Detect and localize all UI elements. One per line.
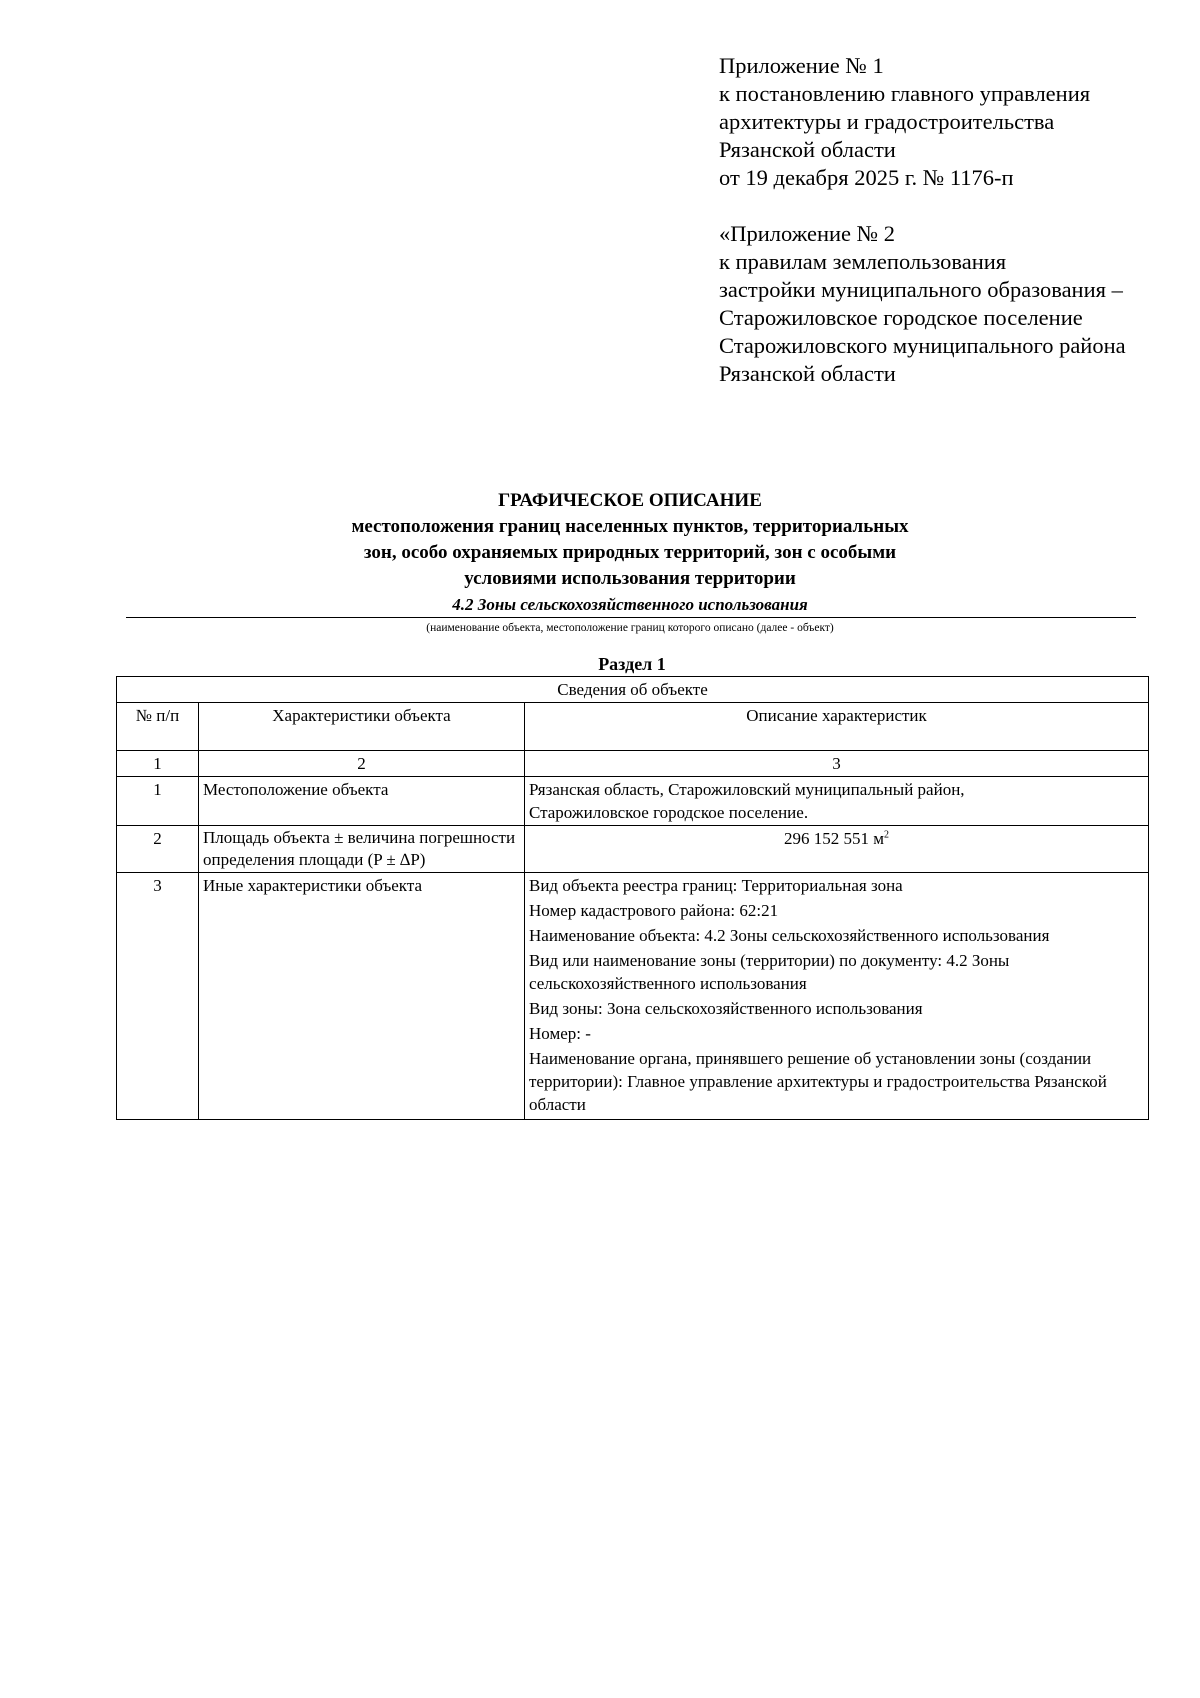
appendix-1-line: от 19 декабря 2025 г. № 1176-п bbox=[719, 165, 1014, 190]
description-line: Наименование органа, принявшего решение об установлении зоны (создании территории): Главное управление архитектуры и градостроительства Рязанской области bbox=[529, 1049, 1107, 1114]
column-index: 1 bbox=[117, 751, 199, 777]
appendix-2-line: к правилам землепользования bbox=[719, 249, 1007, 274]
appendix-2-line: застройки муниципального образования – bbox=[719, 277, 1123, 302]
appendix-2-line: Старожиловского муниципального района bbox=[719, 333, 1126, 358]
appendix-1-line: Приложение № 1 bbox=[719, 53, 884, 78]
object-name-underline bbox=[126, 617, 1136, 618]
description-line: Наименование объекта: 4.2 Зоны сельскохозяйственного использования bbox=[529, 926, 1050, 945]
appendix-2-line: «Приложение № 2 bbox=[719, 221, 895, 246]
area-unit-exponent: 2 bbox=[884, 829, 890, 841]
section-title: Раздел 1 bbox=[598, 654, 666, 674]
description-line: Рязанская область, Старожиловский муниципальный район, bbox=[529, 780, 965, 799]
object-info-table bbox=[116, 676, 1149, 1120]
appendix-1-line: Рязанской области bbox=[719, 137, 896, 162]
column-header-number: № п/п bbox=[117, 703, 199, 751]
object-caption: (наименование объекта, местоположение границ которого описано (далее - объект) bbox=[426, 622, 834, 634]
row-description bbox=[525, 777, 1149, 826]
title-line: условиями использования территории bbox=[464, 568, 796, 589]
title-line: местоположения границ населенных пунктов, территориальных bbox=[351, 516, 909, 537]
appendix-2-line: Рязанской области bbox=[719, 361, 896, 386]
row-number: 1 bbox=[117, 777, 199, 826]
description-line: Номер кадастрового района: 62:21 bbox=[529, 901, 779, 920]
table-row bbox=[117, 826, 1149, 873]
object-name: 4.2 Зоны сельскохозяйственного использования bbox=[452, 595, 808, 614]
row-characteristic: Местоположение объекта bbox=[199, 777, 525, 826]
appendix-2-header bbox=[719, 220, 1189, 388]
document-title bbox=[126, 488, 1134, 592]
row-number: 3 bbox=[117, 873, 199, 1120]
column-header-characteristic: Характеристики объекта bbox=[199, 703, 525, 751]
description-line: Номер: - bbox=[529, 1024, 591, 1043]
description-line: Старожиловское городское поселение. bbox=[529, 803, 809, 822]
row-characteristic: Иные характеристики объекта bbox=[199, 873, 525, 1120]
table-header-row bbox=[117, 703, 1149, 751]
row-number: 2 bbox=[117, 826, 199, 873]
row-characteristic: Площадь объекта ± величина погрешности определения площади (P ± ∆P) bbox=[199, 826, 525, 873]
description-line: Вид зоны: Зона сельскохозяйственного использования bbox=[529, 999, 923, 1018]
column-header-description: Описание характеристик bbox=[525, 703, 1149, 751]
appendix-1-line: архитектуры и градостроительства bbox=[719, 109, 1055, 134]
description-line: Вид объекта реестра границ: Территориальная зона bbox=[529, 876, 903, 895]
appendix-1-header bbox=[719, 52, 1189, 192]
table-row bbox=[117, 777, 1149, 826]
area-value: 296 152 551 м bbox=[784, 829, 885, 848]
appendix-2-line: Старожиловское городское поселение bbox=[719, 305, 1083, 330]
description-line: Вид или наименование зоны (территории) по документу: 4.2 Зоны сельскохозяйственного использования bbox=[529, 951, 1010, 993]
title-line: ГРАФИЧЕСКОЕ ОПИСАНИЕ bbox=[498, 490, 762, 511]
row-description bbox=[525, 873, 1149, 1120]
table-caption-row bbox=[117, 677, 1149, 703]
table-caption: Сведения об объекте bbox=[117, 677, 1149, 703]
column-index: 3 bbox=[525, 751, 1149, 777]
appendix-1-line: к постановлению главного управления bbox=[719, 81, 1091, 106]
row-area-value bbox=[525, 826, 1149, 873]
column-index: 2 bbox=[199, 751, 525, 777]
column-index-row bbox=[117, 751, 1149, 777]
title-line: зон, особо охраняемых природных территорий, зон с особыми bbox=[363, 542, 897, 563]
table-row bbox=[117, 873, 1149, 1120]
